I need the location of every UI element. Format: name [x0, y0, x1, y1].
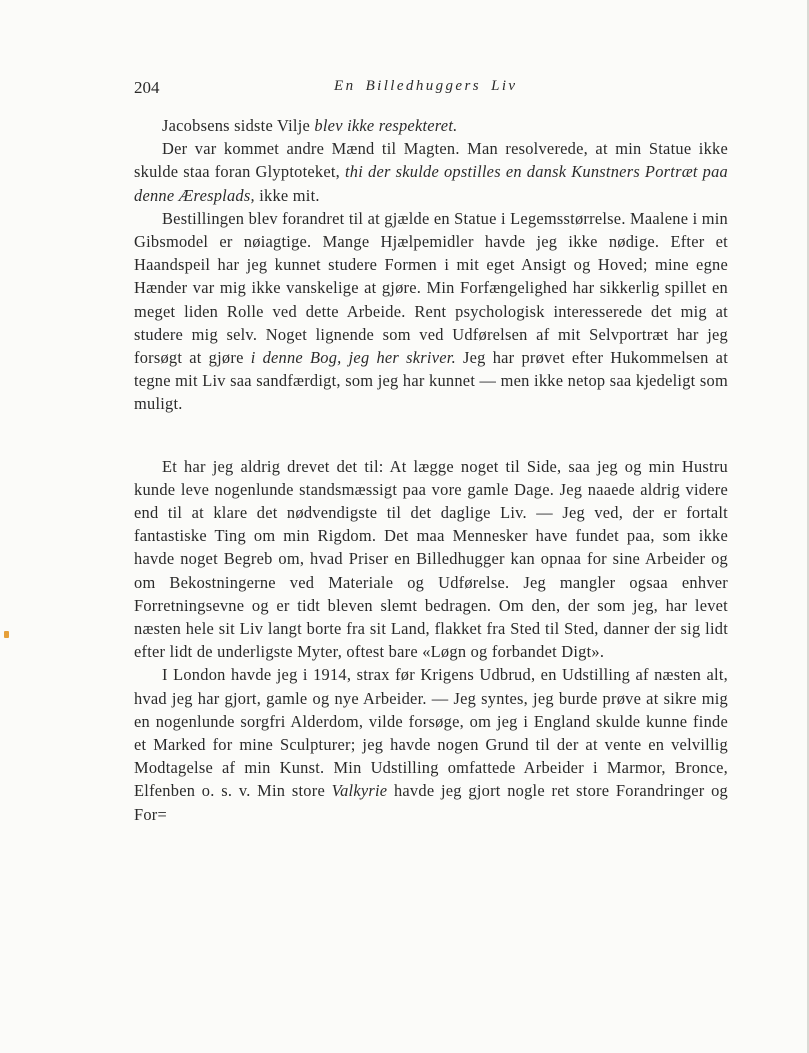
paragraph-gap [134, 416, 728, 455]
margin-mark [4, 631, 9, 638]
paragraph [134, 114, 728, 137]
text-run: Jeg har prøvet efter Hukommelsen at tegne mit Liv saa sandfærdigt, som jeg har kunnet — men ikke netop saa kjedeligt som muligt. [134, 348, 729, 414]
page-header [134, 78, 734, 102]
text-run: I London havde jeg i 1914, strax før Krigens Udbrud, en Udstilling af næsten alt, hvad jeg har gjort, gamle og nye Arbeider. — Jeg syntes, jeg burde prøve at sikre mig en nogenlunde sorgfri Alderdom, vilde forsøge, om jeg i England skulde kunne finde et Marked for mine Sculpturer; jeg havde nogen Grund til der at vente en velvillig Modtagelse af min Kunst. Min Udstilling omfattede Arbeider i Marmor, Bronce, Elfenben o. s. v. Min store [134, 665, 728, 801]
text-run: havde jeg gjort nogle ret store Forandringer og For= [134, 781, 728, 824]
paragraph [134, 207, 728, 416]
italic-text: thi der skulde opstilles en dansk Kunstners Portræt paa denne Æresplads, [134, 162, 728, 205]
running-head: En Billedhuggers Liv [334, 78, 518, 94]
italic-text: i denne Bog, jeg her skriver. [250, 348, 456, 368]
paragraph [134, 137, 728, 207]
paragraph [134, 663, 728, 825]
body-text [134, 114, 728, 826]
text-run: Der var kommet andre Mænd til Magten. Man resolverede, at min Statue ikke skulde staa foran Glyptoteket, [134, 139, 728, 182]
italic-text: blev ikke respekteret. [314, 116, 458, 135]
italic-text: Valkyrie [331, 781, 388, 801]
text-run: Et har jeg aldrig drevet det til: At lægge noget til Side, saa jeg og min Hustru kunde leve nogenlunde standsmæssigt paa vore gamle Dage. Jeg naaede aldrig videre end til at klare det nødvendigste til det daglige Liv. — Jeg ved, der er fortalt fantastiske Ting om min Rigdom. Det maa Mennesker have fundet paa, som ikke havde noget Begreb om, hvad Priser en Billedhugger kan opnaa for sine Arbeider og om Bekostningerne ved Materiale og Udførelse. Jeg mangler ogsaa enhver Forretningsevne og er tidt bleven slemt bedragen. Om den, der som jeg, har levet næsten hele sit Liv langt borte fra sit Land, flakket fra Sted til Sted, danner der sig lidt efter lidt de underligste Myter, oftest bare «Løgn og forbandet Digt». [134, 456, 728, 662]
page-number: 204 [134, 78, 160, 97]
text-run: Jacobsens sidste Vilje [162, 116, 315, 135]
text-run: ikke mit. [254, 185, 320, 205]
paragraph [134, 455, 728, 664]
text-run: Bestillingen blev forandret til at gjælde en Statue i Legemsstørrelse. Maalene i min Gibsmodel er nøiagtige. Mange Hjælpemidler havde jeg ikke nødige. Efter et Haandspeil har jeg kunnet studere Formen i mit eget Ansigt og Hoved; mine egne Hænder var mig ikke vanskelige at gjøre. Min Forfængelighed har sikkerlig spillet en meget liden Rolle ved dette Arbeide. Rent psychologisk interesserede det mig at studere mig selv. Noget lignende som ved Udførelsen af mit Selvportræt har jeg forsøgt at gjøre [134, 208, 728, 368]
